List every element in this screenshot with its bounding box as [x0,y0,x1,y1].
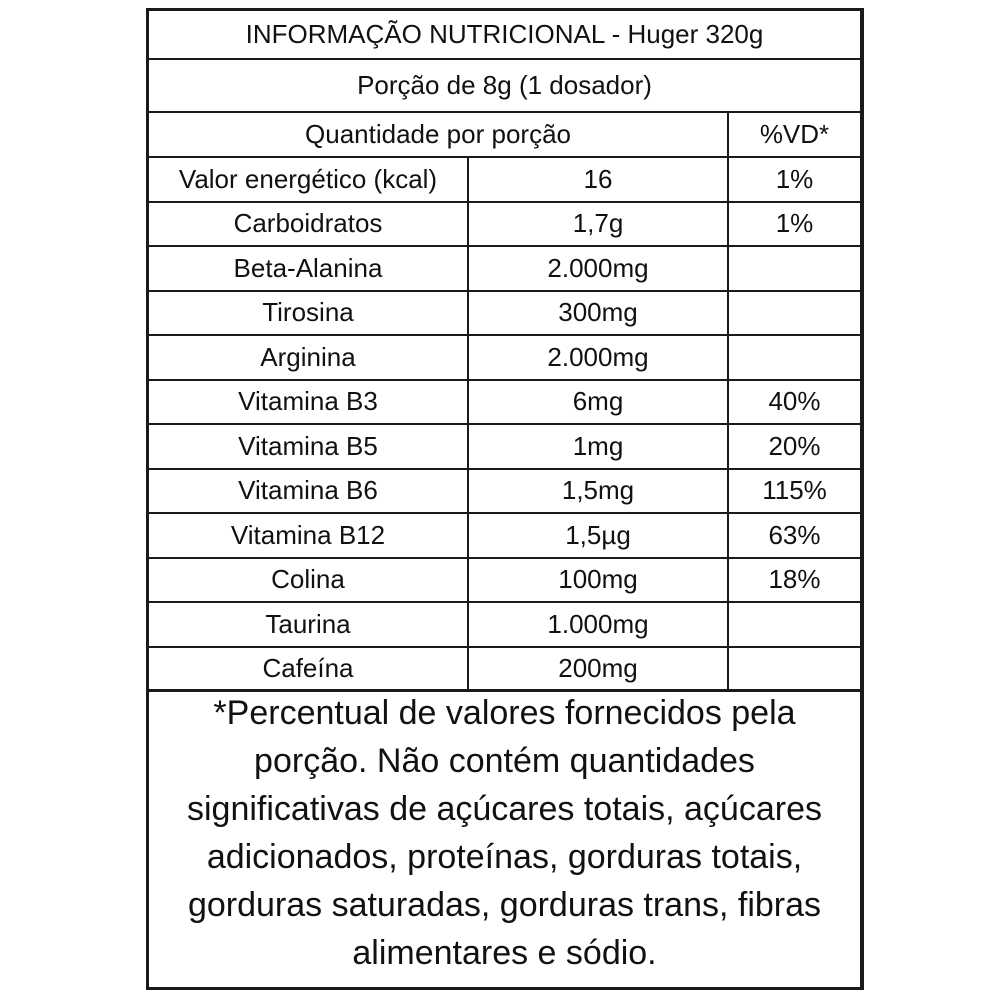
table-row [149,425,860,470]
footnote [149,679,860,987]
nutrient-amount: 200mg [469,648,729,690]
nutrient-daily-value [729,336,860,379]
label-title: INFORMAÇÃO NUTRICIONAL - Huger 320g [149,11,860,60]
nutrient-amount: 16 [469,158,729,201]
table-row [149,381,860,426]
nutrient-daily-value [729,247,860,290]
nutrient-amount: 100mg [469,559,729,602]
table-row [149,158,860,203]
nutrient-amount: 6mg [469,381,729,424]
header-daily-value: %VD* [759,119,830,149]
portion-size: Porção de 8g (1 dosador) [149,60,860,113]
nutrient-daily-value: 18% [768,564,821,595]
table-row [149,559,860,604]
header-quantity: Quantidade por porção [149,113,729,156]
nutrient-name: Beta-Alanina [149,247,469,290]
nutrient-amount: 1,5mg [469,470,729,513]
nutrient-daily-value [729,603,860,646]
nutrient-amount: 300mg [469,292,729,335]
nutrient-daily-value: 40% [768,386,821,417]
table-row [149,292,860,337]
nutrient-daily-value: 1% [775,208,814,239]
nutrient-name: Vitamina B6 [149,470,469,513]
nutrient-amount: 2.000mg [469,247,729,290]
nutrient-name: Colina [149,559,469,602]
nutrient-name: Arginina [149,336,469,379]
nutrient-name: Taurina [149,603,469,646]
nutrient-daily-value: 20% [768,430,821,461]
nutrient-daily-value: 63% [768,519,821,550]
nutrient-name: Vitamina B3 [149,381,469,424]
nutrient-name: Cafeína [149,648,469,690]
nutrient-daily-value [729,292,860,335]
table-row [149,203,860,248]
nutrient-name: Tirosina [149,292,469,335]
nutrient-name: Carboidratos [149,203,469,246]
nutrient-name: Valor energético (kcal) [149,158,469,201]
table-row [149,514,860,559]
table-row [149,470,860,515]
table-header [149,113,860,158]
nutrition-facts-label [146,8,864,990]
nutrient-amount: 2.000mg [469,336,729,379]
table-row [149,603,860,648]
nutrient-daily-value: 1% [775,163,814,194]
table-row [149,336,860,381]
nutrient-name: Vitamina B12 [149,514,469,557]
table-row [149,247,860,292]
footnote-text: *Percentual de valores fornecidos pela porção. Não contém quantidades significativas de açúcares totais, açúcares adicionados, proteínas, gorduras totais, gorduras saturadas, gorduras trans, fibras alimentares e sódio. [187,694,822,972]
nutrient-daily-value: 115% [762,475,827,506]
nutrient-name: Vitamina B5 [149,425,469,468]
nutrient-amount: 1,7g [469,203,729,246]
nutrient-amount: 1,5µg [469,514,729,557]
nutrient-amount: 1mg [469,425,729,468]
nutrient-amount: 1.000mg [469,603,729,646]
